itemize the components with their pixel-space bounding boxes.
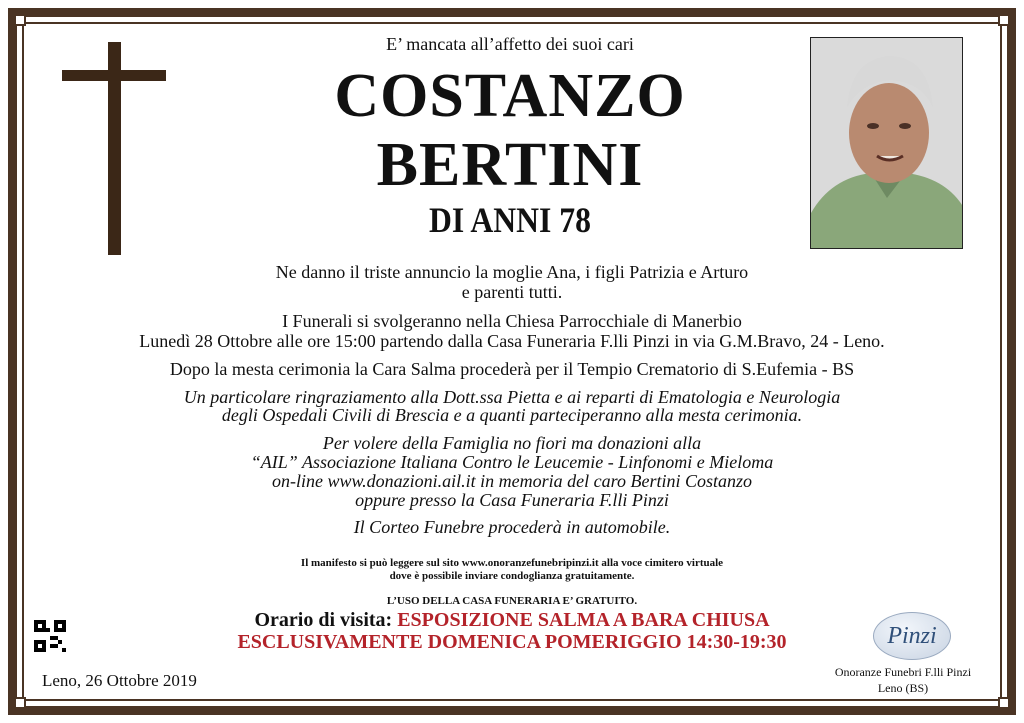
corner-ornament (14, 697, 26, 709)
logo-text: Pinzi (887, 623, 937, 649)
website-note: dove è possibile inviare condoglianza gratuitamente. (389, 570, 635, 582)
donations-line: on-line www.donazioni.ail.it in memoria del caro Bertini Costanzo (272, 471, 752, 491)
cremation-line: Dopo la mesta cerimonia la Cara Salma procederà per il Tempio Crematorio di S.Eufemia - BS (169, 359, 855, 379)
donations-line: oppure presso la Casa Funeraria F.lli Pinzi (355, 490, 669, 510)
cortege-line: Il Corteo Funebre procederà in automobile. (353, 517, 671, 537)
corner-ornament (998, 14, 1010, 26)
announcement-line: e parenti tutti. (461, 282, 563, 302)
funeral-line: Lunedì 28 Ottobre alle ore 15:00 partendo dalla Casa Funeraria F.lli Pinzi in via G.M.Bravo, 24 - Leno. (139, 331, 885, 351)
funeral-home-logo (873, 612, 951, 660)
donations-line: “AIL” Associazione Italiana Contro le Leucemie - Linfonomi e Mieloma (250, 452, 774, 472)
notice-date: Leno, 26 Ottobre 2019 (42, 671, 197, 690)
website-note: Il manifesto si può leggere sul sito www.onoranzefunebripinzi.it alla voce cimitero virtuale (300, 557, 724, 569)
deceased-age: DI ANNI 78 (429, 200, 591, 240)
deceased-first-name: COSTANZO (334, 62, 686, 130)
corner-ornament (998, 697, 1010, 709)
deceased-last-name: BERTINI (376, 131, 644, 199)
thanks-line: Un particolare ringraziamento alla Dott.ssa Pietta e ai reparti di Ematologia e Neurologia (183, 387, 841, 407)
visit-hours-heading (0, 609, 1024, 631)
qr-code-icon (34, 620, 66, 652)
intro-line: E’ mancata all’affetto dei suoi cari (386, 34, 634, 54)
announcement-line: Ne danno il triste annuncio la moglie Ana, i figli Patrizia e Arturo (275, 262, 749, 282)
donations-line: Per volere della Famiglia no fiori ma donazioni alla (322, 433, 702, 453)
corner-ornament (14, 14, 26, 26)
funeral-line: I Funerali si svolgeranno nella Chiesa Parrocchiale di Manerbio (282, 311, 742, 331)
funeral-home-name: Onoranze Funebri F.lli Pinzi (834, 665, 972, 679)
funeral-home-location: Leno (BS) (877, 681, 929, 695)
visit-line-2: ESCLUSIVAMENTE DOMENICA POMERIGGIO 14:30-19:30 (237, 631, 787, 653)
free-use-note: L’USO DELLA CASA FUNERARIA E’ GRATUITO. (386, 595, 638, 607)
visit-label: Orario di visita: (254, 609, 393, 631)
thanks-line: degli Ospedali Civili di Brescia e a quanti parteciperanno alla mesta cerimonia. (221, 405, 803, 425)
visit-line-1: ESPOSIZIONE SALMA A BARA CHIUSA (397, 609, 770, 631)
